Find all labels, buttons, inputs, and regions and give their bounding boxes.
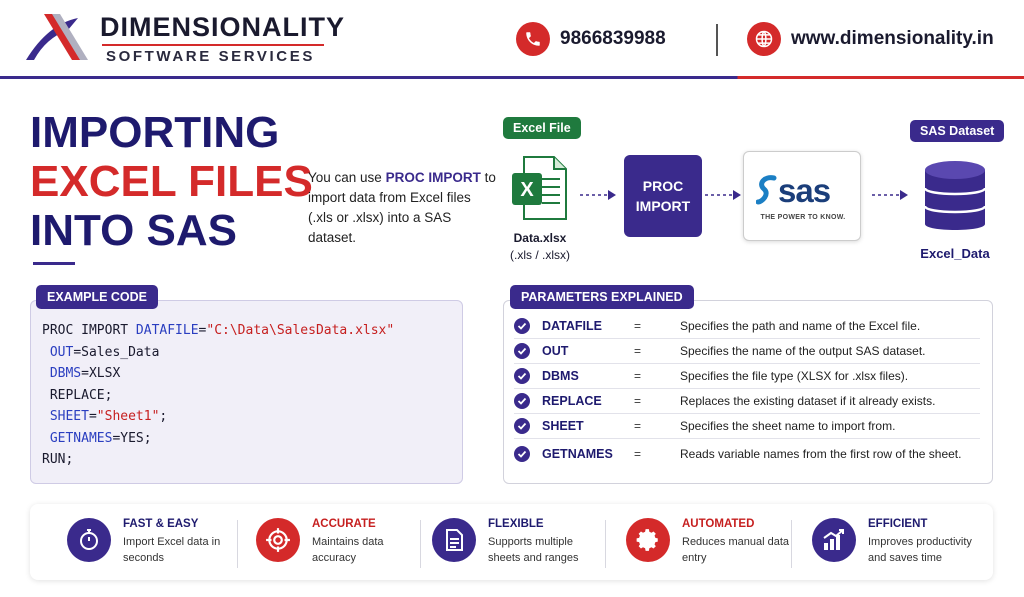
code-block xyxy=(42,320,394,471)
code-keyword: RUN; xyxy=(42,452,74,467)
param-description: Reads variable names from the first row of the sheet. xyxy=(680,446,962,461)
code-equals: = xyxy=(198,323,207,338)
feature-description: Reduces manual data entry xyxy=(682,536,790,564)
feature-title: FAST & EASY xyxy=(123,518,199,530)
svg-text:X: X xyxy=(520,179,534,201)
phone-number: 9866839988 xyxy=(560,28,666,49)
code-value: YES xyxy=(120,430,144,446)
check-icon xyxy=(514,418,530,434)
excel-filename: Data.xlsx xyxy=(513,231,567,245)
feature-item xyxy=(67,514,233,566)
intro-text xyxy=(308,168,498,248)
header xyxy=(0,0,1024,78)
page-title xyxy=(30,108,313,255)
code-terminator: ; xyxy=(159,409,168,424)
stopwatch-icon xyxy=(67,518,111,562)
intro-after: to import data from Excel files (.xls or .xlsx) into a SAS dataset. xyxy=(308,170,496,245)
check-icon xyxy=(514,368,530,384)
proc-import-box xyxy=(624,155,702,237)
feature-divider xyxy=(237,520,238,568)
feature-text xyxy=(312,514,422,566)
code-option: SHEET xyxy=(49,409,89,424)
param-row xyxy=(514,414,980,439)
title-line-2: EXCEL FILES xyxy=(30,157,313,206)
feature-description: Improves productivity and saves time xyxy=(868,536,972,564)
growth-chart-icon xyxy=(812,518,856,562)
sas-logo-box xyxy=(743,151,861,241)
code-option: DBMS xyxy=(49,366,82,381)
param-description: Specifies the name of the output SAS dataset. xyxy=(680,344,926,358)
database-icon xyxy=(922,158,988,236)
code-keyword xyxy=(42,345,50,360)
feature-title: FLEXIBLE xyxy=(488,518,544,530)
intro-before: You can use xyxy=(308,170,386,185)
website-url: www.dimensionality.in xyxy=(791,28,994,49)
param-name: OUT xyxy=(542,344,569,358)
phone-contact[interactable] xyxy=(516,22,666,56)
header-underline xyxy=(0,76,1024,79)
brand-name: DIMENSIONALITY xyxy=(100,12,346,42)
param-equals: = xyxy=(634,419,642,433)
arrow-right-icon xyxy=(578,189,618,201)
feature-divider xyxy=(605,520,606,568)
code-equals: = xyxy=(81,366,89,381)
code-keyword xyxy=(42,431,50,446)
check-icon xyxy=(514,343,530,359)
target-icon xyxy=(256,518,300,562)
feature-title: ACCURATE xyxy=(312,518,376,530)
code-line xyxy=(42,406,394,428)
feature-divider xyxy=(420,520,421,568)
website-contact[interactable] xyxy=(747,22,994,56)
param-equals: = xyxy=(634,344,642,358)
code-keyword xyxy=(42,409,50,424)
dataset-name: Excel_Data xyxy=(920,246,990,261)
gear-icon xyxy=(626,518,670,562)
excel-formats: (.xls / .xlsx) xyxy=(510,248,570,262)
code-option: DATAFILE xyxy=(135,323,199,338)
param-row xyxy=(514,339,980,364)
logo-icon xyxy=(22,8,94,66)
code-line xyxy=(42,363,394,385)
param-row xyxy=(514,364,980,389)
feature-description: Maintains data accuracy xyxy=(312,536,384,564)
feature-item xyxy=(812,514,978,566)
code-panel-label: EXAMPLE CODE xyxy=(36,285,158,309)
feature-title: AUTOMATED xyxy=(682,518,755,530)
feature-description: Import Excel data in seconds xyxy=(123,536,221,564)
param-equals: = xyxy=(634,394,642,408)
check-icon xyxy=(514,318,530,334)
brand-divider xyxy=(102,44,324,46)
feature-divider xyxy=(791,520,792,568)
param-name: SHEET xyxy=(542,419,584,433)
feature-text xyxy=(488,514,598,566)
params-panel-label: PARAMETERS EXPLAINED xyxy=(510,285,694,309)
feature-text xyxy=(682,514,792,566)
code-equals: = xyxy=(112,430,121,446)
code-line xyxy=(42,320,394,342)
proc-label-2: IMPORT xyxy=(635,198,691,214)
feature-item xyxy=(432,514,598,566)
code-equals: = xyxy=(73,344,82,360)
param-name: DATAFILE xyxy=(542,319,602,333)
code-value: "C:\Data\SalesData.xlsx" xyxy=(206,323,395,338)
excel-file-caption xyxy=(500,230,580,264)
feature-item xyxy=(626,514,792,566)
code-line xyxy=(42,449,394,471)
param-name: REPLACE xyxy=(542,394,602,408)
globe-icon xyxy=(747,22,781,56)
code-option: OUT xyxy=(49,344,74,360)
param-description: Specifies the file type (XLSX for .xlsx files). xyxy=(680,369,909,383)
code-value: "Sheet1" xyxy=(96,409,160,424)
param-equals: = xyxy=(634,369,642,383)
feature-item xyxy=(256,514,422,566)
param-row xyxy=(514,314,980,339)
title-underline xyxy=(33,262,75,265)
check-icon xyxy=(514,393,530,409)
document-icon xyxy=(432,518,476,562)
code-keyword xyxy=(42,366,50,381)
param-equals: = xyxy=(634,446,642,461)
excel-file-icon xyxy=(510,155,568,221)
title-line-3: INTO SAS xyxy=(30,206,238,255)
code-keyword: PROC IMPORT xyxy=(42,323,136,338)
feature-text xyxy=(123,514,233,566)
phone-icon xyxy=(516,22,550,56)
code-terminator: ; xyxy=(143,430,152,446)
sas-swirl-icon xyxy=(756,174,778,206)
code-value: Sales_Data xyxy=(81,344,160,360)
sas-logo: sas xyxy=(778,172,831,209)
param-row xyxy=(514,389,980,414)
arrow-right-icon xyxy=(703,189,743,201)
feature-title: EFFICIENT xyxy=(868,518,928,530)
title-line-1: IMPORTING xyxy=(30,108,280,157)
param-name: DBMS xyxy=(542,369,579,383)
code-line xyxy=(42,385,394,407)
feature-description: Supports multiple sheets and ranges xyxy=(488,536,579,564)
header-divider xyxy=(716,24,718,56)
proc-label-1: PROC xyxy=(642,178,684,194)
excel-file-label: Excel File xyxy=(503,117,581,139)
code-value: XLSX xyxy=(88,366,121,381)
code-line xyxy=(42,428,394,450)
param-equals: = xyxy=(634,319,642,333)
intro-highlight: PROC IMPORT xyxy=(385,170,481,185)
param-row xyxy=(514,441,980,466)
param-name: GETNAMES xyxy=(542,446,613,461)
code-equals: = xyxy=(88,409,97,424)
code-line xyxy=(42,342,394,364)
arrow-right-icon xyxy=(870,189,910,201)
brand-subtitle: SOFTWARE SERVICES xyxy=(106,48,315,65)
param-description: Specifies the path and name of the Excel file. xyxy=(680,319,921,333)
code-keyword: REPLACE; xyxy=(42,387,113,403)
sas-dataset-label: SAS Dataset xyxy=(910,120,1004,142)
check-icon xyxy=(514,446,530,462)
param-description: Specifies the sheet name to import from. xyxy=(680,419,896,433)
code-option: GETNAMES xyxy=(49,430,113,446)
sas-tagline: THE POWER TO KNOW. xyxy=(760,214,846,221)
feature-text xyxy=(868,514,978,566)
param-description: Replaces the existing dataset if it already exists. xyxy=(680,394,936,408)
